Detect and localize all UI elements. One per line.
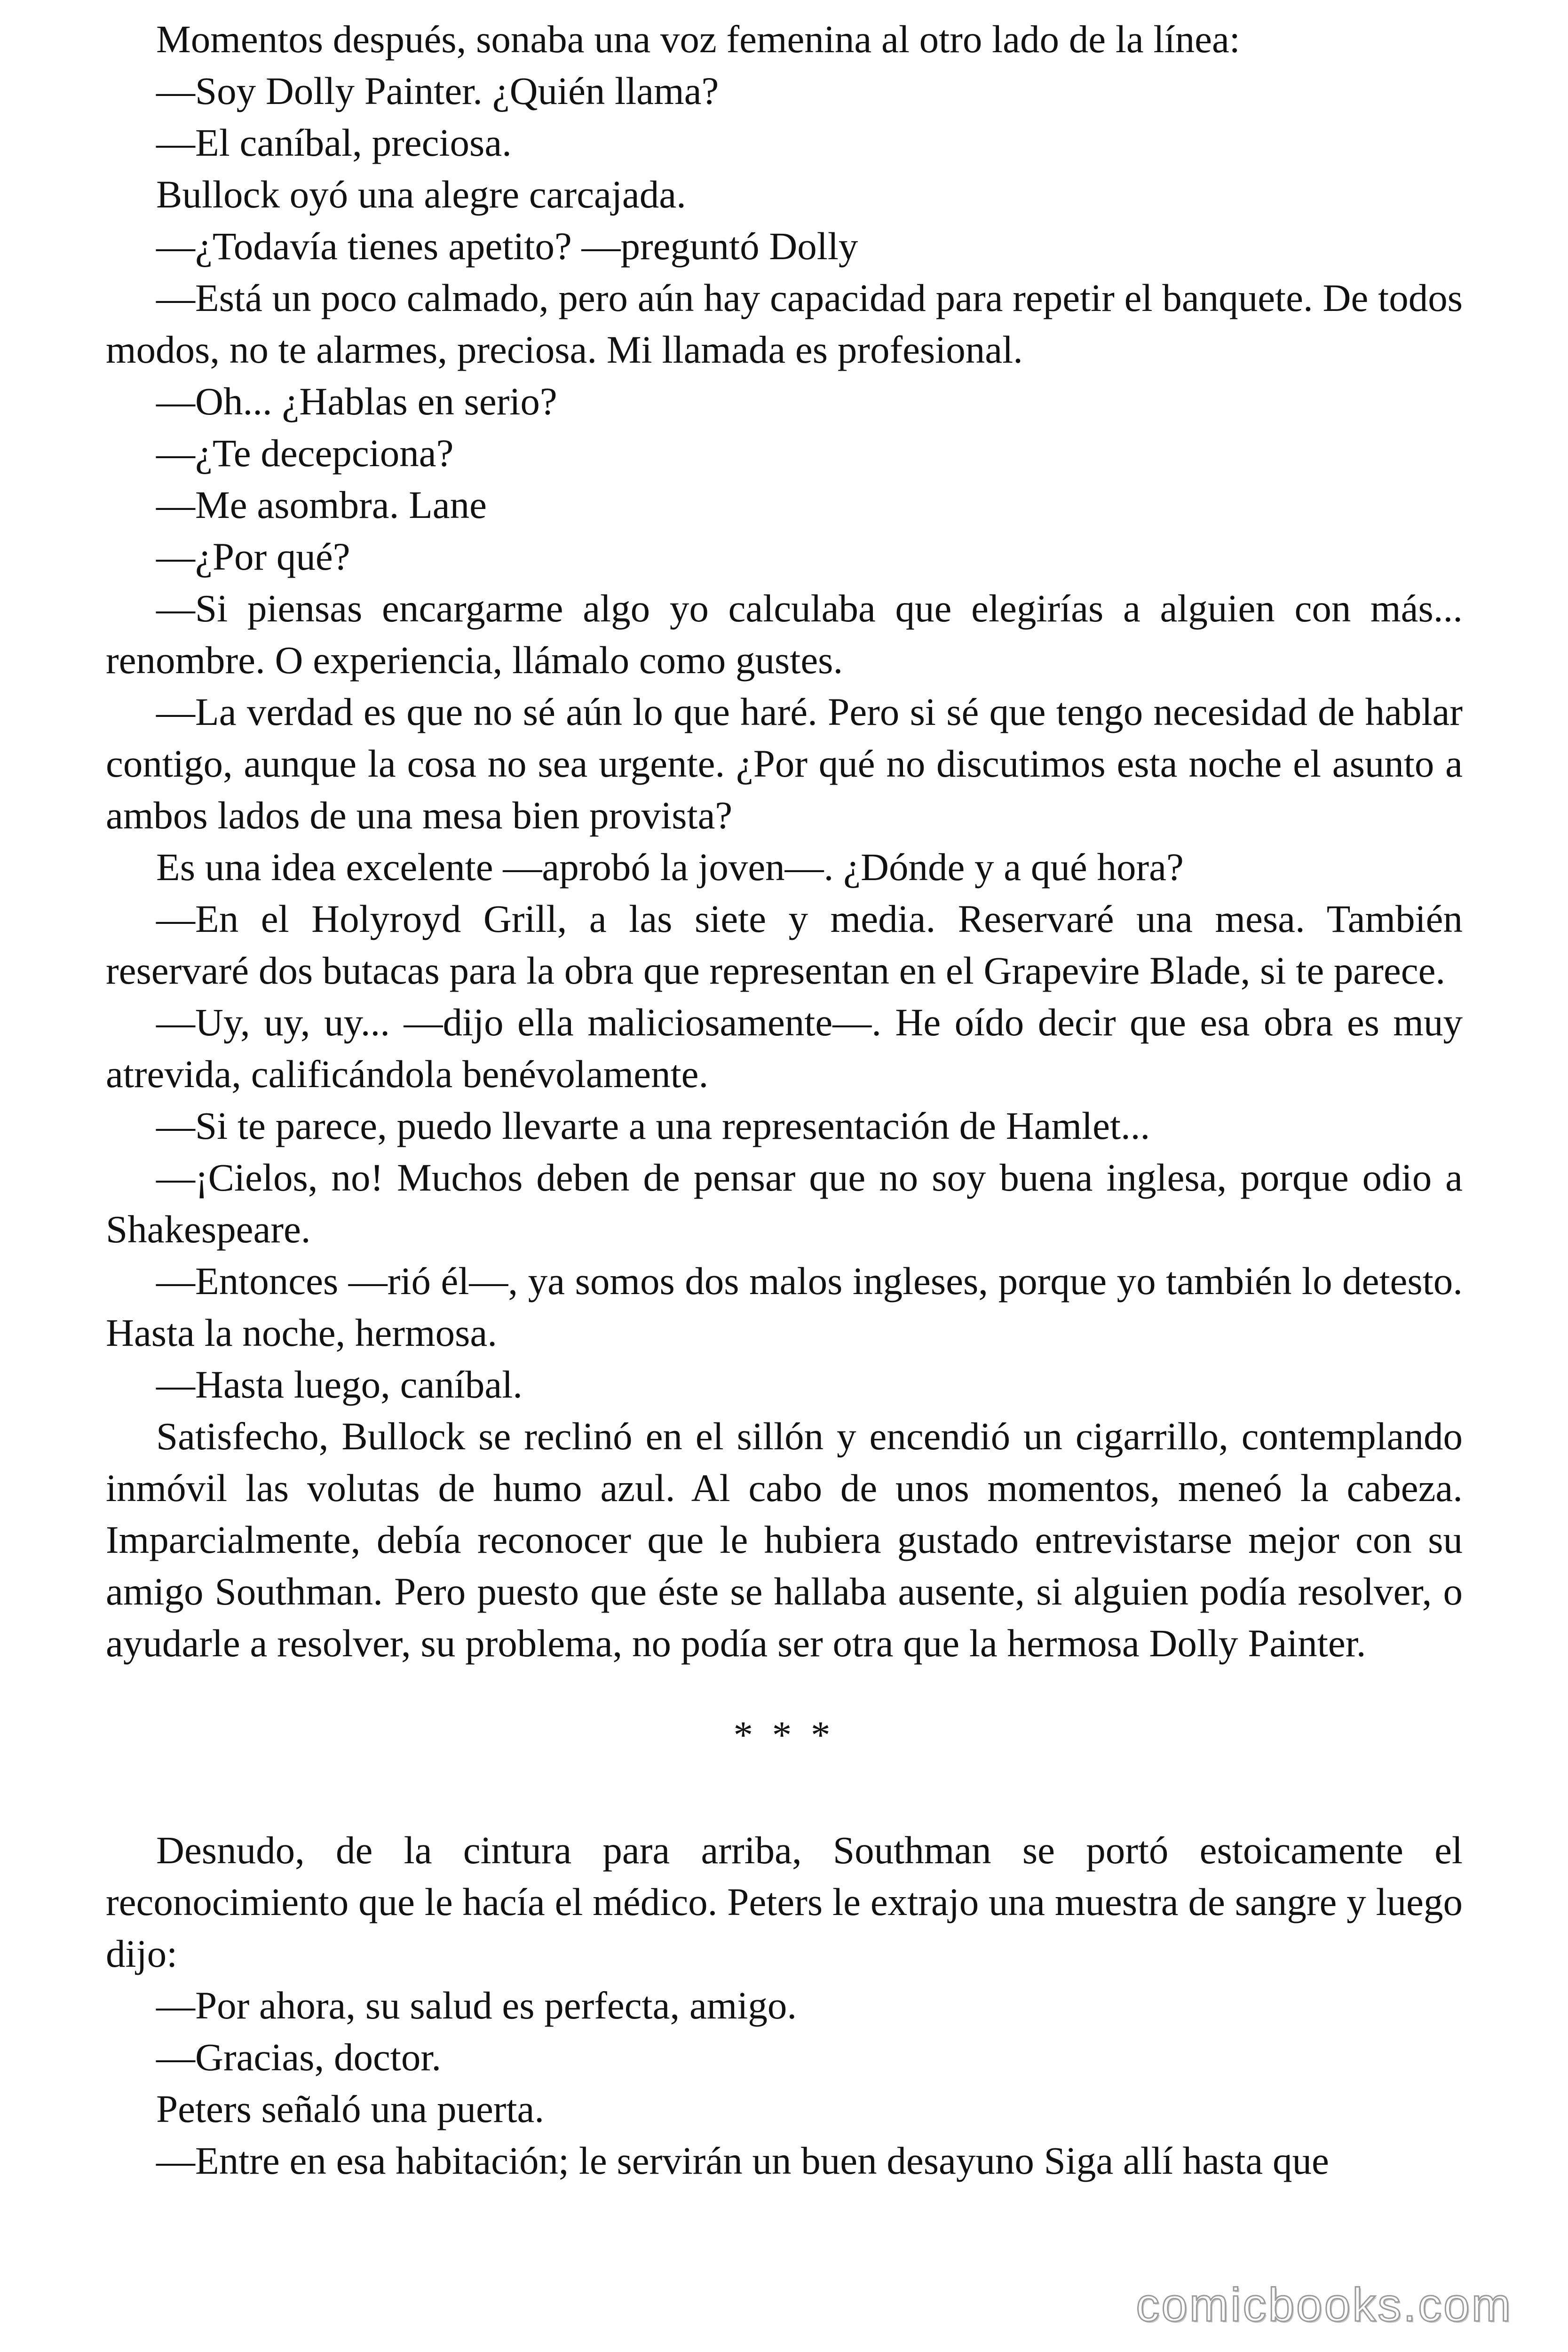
paragraph: —Gracias, doctor. xyxy=(156,2035,442,2079)
watermark: comicbooks.com xyxy=(1136,2279,1513,2331)
paragraph: —El caníbal, preciosa. xyxy=(156,121,512,164)
paragraph: —Entre en esa habitación; le servirán un buen desayuno Siga allí hasta que xyxy=(156,2139,1329,2182)
book-page xyxy=(106,13,1463,2186)
paragraph: —Soy Dolly Painter. ¿Quién llama? xyxy=(156,69,719,112)
paragraph: —¿Te decepciona? xyxy=(156,431,454,475)
section-separator: * * * xyxy=(733,1713,835,1756)
paragraph: —Me asombra. Lane xyxy=(156,483,487,526)
paragraph: Es una idea excelente —aprobó la joven—. ¿Dónde y a qué hora? xyxy=(156,845,1184,889)
paragraph: —¿Por qué? xyxy=(156,535,350,578)
paragraph: —¿Todavía tienes apetito? —preguntó Dolly xyxy=(156,224,858,268)
paragraph: —Está un poco calmado, pero aún hay capacidad para repetir el banquete. De todos modos, no te alarmes, preciosa. Mi llamada es profesional. xyxy=(106,276,1463,371)
paragraph: Peters señaló una puerta. xyxy=(156,2087,545,2130)
section-two xyxy=(106,1824,1463,2186)
paragraph: —¡Cielos, no! Muchos deben de pensar que no soy buena inglesa, porque odio a Shakespeare. xyxy=(106,1156,1463,1251)
paragraph: —Por ahora, su salud es perfecta, amigo. xyxy=(156,1984,797,2027)
paragraph: —La verdad es que no sé aún lo que haré. Pero si sé que tengo necesidad de hablar contigo, aunque la cosa no sea urgente. ¿Por qué no discutimos esta noche el asunto a ambos lados de una mesa bien provista? xyxy=(106,690,1463,837)
paragraph: —Uy, uy, uy... —dijo ella maliciosamente—. He oído decir que esa obra es muy atrevida, calificándola benévolamente. xyxy=(106,1001,1463,1096)
paragraph: —Entonces —rió él—, ya somos dos malos ingleses, porque yo también lo detesto. Hasta la noche, hermosa. xyxy=(106,1259,1463,1354)
paragraph: —En el Holyroyd Grill, a las siete y media. Reservaré una mesa. También reservaré dos butacas para la obra que representan en el Grapevire Blade, si te parece. xyxy=(106,897,1463,992)
paragraph: —Si te parece, puedo llevarte a una representación de Hamlet... xyxy=(156,1104,1150,1147)
paragraph: —Si piensas encargarme algo yo calculaba que elegirías a alguien con más... renombre. O experiencia, llámalo como gustes. xyxy=(106,587,1463,682)
section-one xyxy=(106,13,1463,1669)
paragraph: Desnudo, de la cintura para arriba, Southman se portó estoicamente el reconocimiento que le hacía el médico. Peters le extrajo una muestra de sangre y luego dijo: xyxy=(106,1828,1463,1975)
paragraph: —Oh... ¿Hablas en serio? xyxy=(156,380,557,423)
paragraph: Satisfecho, Bullock se reclinó en el sillón y encendió un cigarrillo, contemplando inmóvil las volutas de humo azul. Al cabo de unos momentos, meneó la cabeza. Imparcialmente, debía reconocer que le hubiera gustado entrevistarse mejor con su amigo Southman. Pero puesto que éste se hallaba ausente, si alguien podía resolver, o ayudarle a resolver, su problema, no podía ser otra que la hermosa Dolly Painter. xyxy=(106,1414,1463,1665)
paragraph: Momentos después, sonaba una voz femenina al otro lado de la línea: xyxy=(156,17,1240,61)
paragraph: —Hasta luego, caníbal. xyxy=(156,1363,523,1406)
paragraph: Bullock oyó una alegre carcajada. xyxy=(156,173,686,216)
